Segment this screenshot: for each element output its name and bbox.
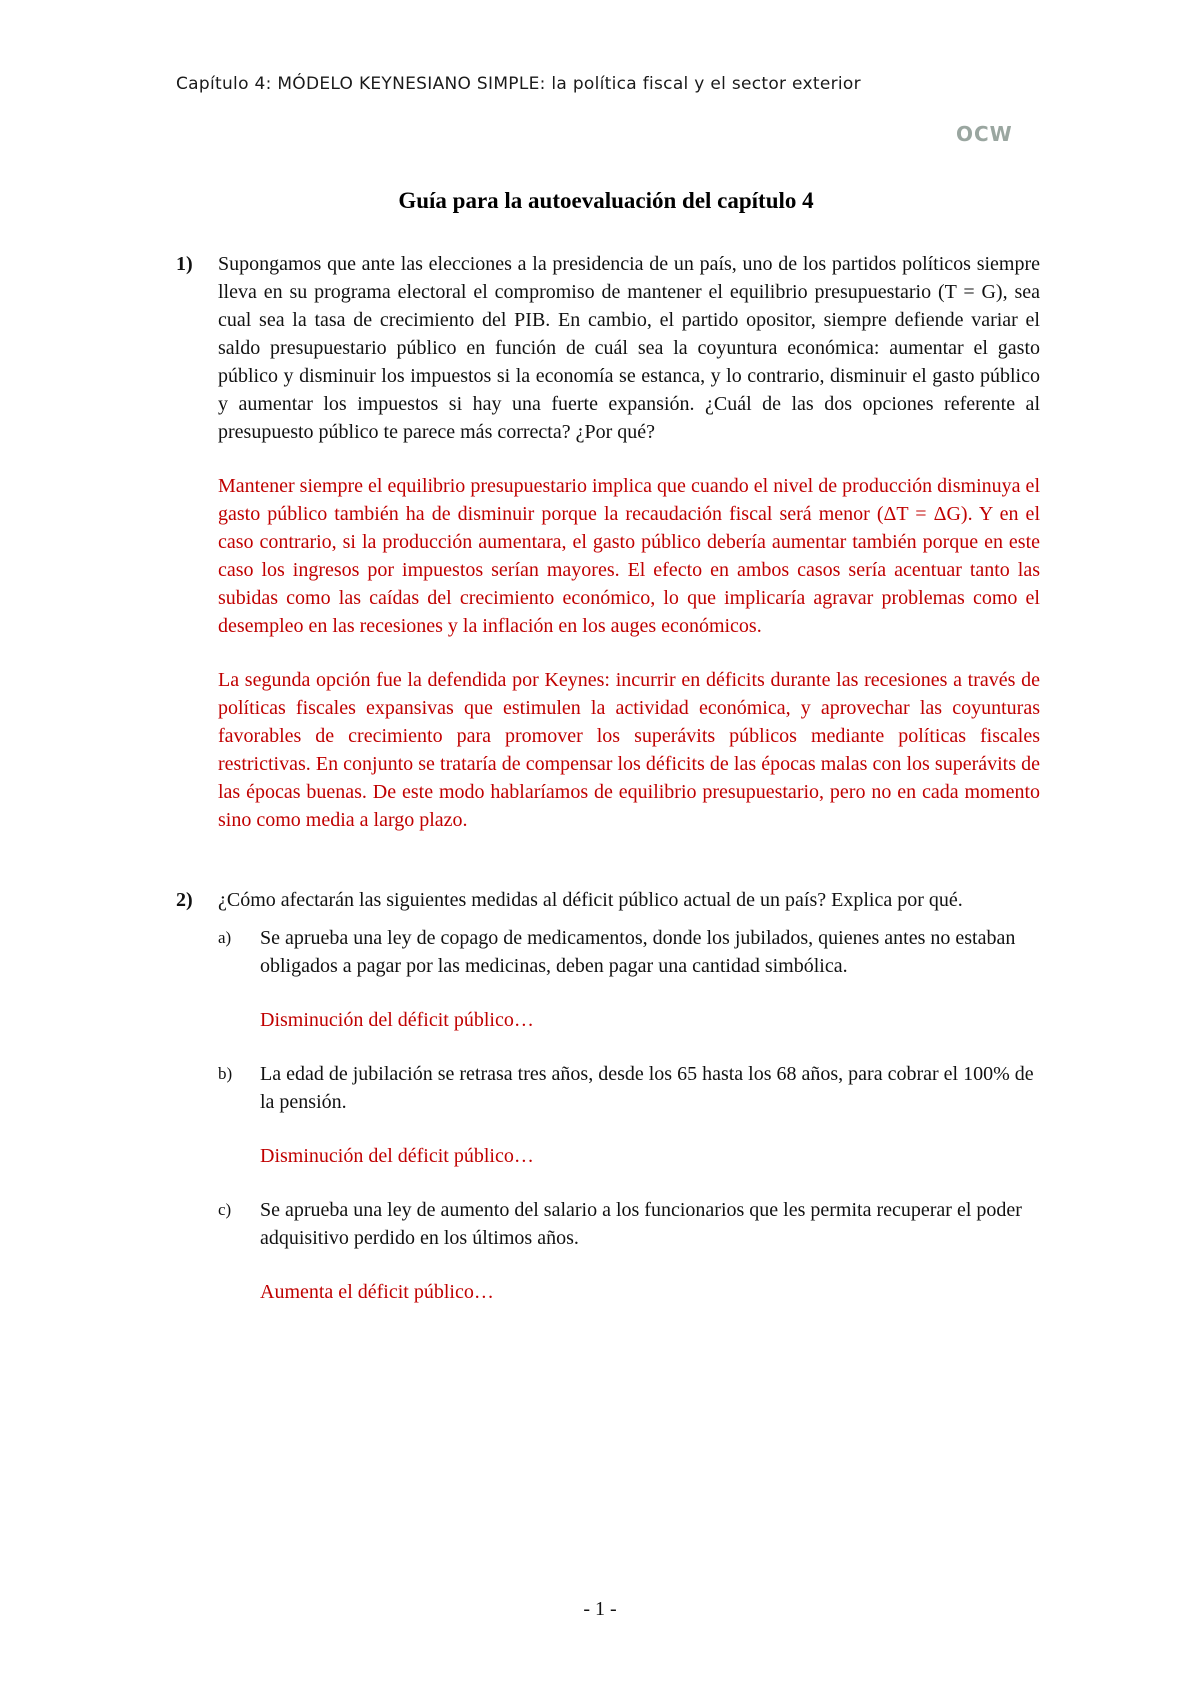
answer-paragraph: Mantener siempre el equilibrio presupuestario implica que cuando el nivel de producción disminuya el gasto público también ha de disminuir porque la recaudación fiscal será menor (ΔT = ΔG). Y en el caso contrario, si la producción aumentara, el gasto público debería aumentar también porque en este caso los ingresos por impuestos serían mayores. El efecto en ambos casos sería acentuar tanto las subidas como las caídas del crecimiento económico, lo que implicaría agravar problemas como el desempleo en las recesiones y la inflación en los auges económicos. xyxy=(218,475,1040,637)
question-1 xyxy=(176,250,1040,834)
document-body xyxy=(176,250,1040,1306)
question-text: Supongamos que ante las elecciones a la presidencia de un país, uno de los partidos políticos siempre lleva en su programa electoral el compromiso de mantener el equilibrio presupuestario (T = G), sea cual sea la tasa de crecimiento del PIB. En cambio, el partido opositor, siempre defiende variar el saldo presupuestario público en función de cuál sea la coyuntura económica: aumentar el gasto público y disminuir los impuestos si la economía se estanca, y lo contrario, disminuir el gasto público y aumentar los impuestos si hay una fuerte expansión. ¿Cuál de las dos opciones referente al presupuesto público te parece más correcta? ¿Por qué? xyxy=(218,253,1040,443)
sub-question-text: Se aprueba una ley de aumento del salario a los funcionarios que les permita recuperar el poder adquisitivo perdido en los últimos años. xyxy=(260,1199,1022,1249)
question-number: 1) xyxy=(176,253,193,275)
running-header: Capítulo 4: MÓDELO KEYNESIANO SIMPLE: la política fiscal y el sector exterior xyxy=(176,74,861,94)
sub-question-b xyxy=(218,1060,1040,1170)
question-number: 2) xyxy=(176,889,193,911)
page-number: - 1 - xyxy=(583,1598,617,1620)
question-text: ¿Cómo afectarán las siguientes medidas al déficit público actual de un país? Explica por qué. xyxy=(218,889,963,911)
answer-paragraph: La segunda opción fue la defendida por Keynes: incurrir en déficits durante las recesiones a través de políticas fiscales expansivas que estimulen la actividad económica, y aprovechar las coyunturas favorables de crecimiento para promover los superávits públicos mediante políticas fiscales restrictivas. En conjunto se trataría de compensar los déficits de las épocas malas con los superávits de las épocas buenas. De este modo hablaríamos de equilibrio presupuestario, pero no en cada momento sino como media a largo plazo. xyxy=(218,669,1040,831)
sub-question-a xyxy=(218,924,1040,1034)
ocw-logo: OCW xyxy=(956,122,1013,146)
sub-question-letter: c) xyxy=(218,1200,232,1219)
sub-question-letter: b) xyxy=(218,1064,233,1083)
sub-question-answer: Disminución del déficit público… xyxy=(260,1009,534,1031)
document-title: Guía para la autoevaluación del capítulo 4 xyxy=(398,188,814,213)
sub-question-answer: Disminución del déficit público… xyxy=(260,1145,534,1167)
sub-question-letter: a) xyxy=(218,928,232,947)
question-2 xyxy=(176,886,1040,1306)
sub-question-text: La edad de jubilación se retrasa tres años, desde los 65 hasta los 68 años, para cobrar el 100% de la pensión. xyxy=(260,1063,1034,1113)
sub-question-text: Se aprueba una ley de copago de medicamentos, donde los jubilados, quienes antes no estaban obligados a pagar por las medicinas, deben pagar una cantidad simbólica. xyxy=(260,927,1016,977)
sub-question-answer: Aumenta el déficit público… xyxy=(260,1281,494,1303)
sub-question-c xyxy=(218,1196,1040,1306)
